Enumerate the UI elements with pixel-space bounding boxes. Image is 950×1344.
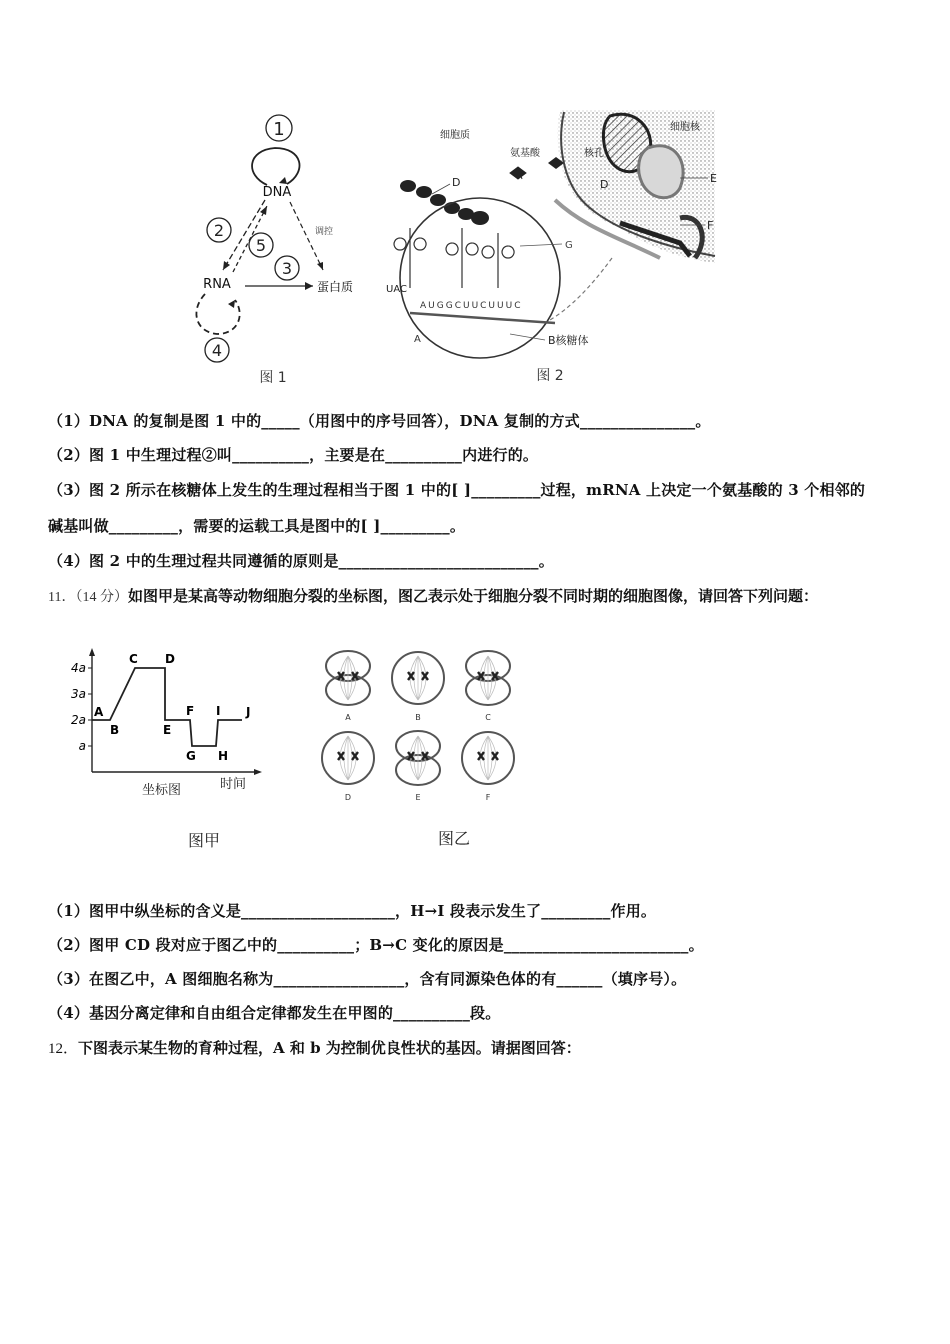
yi-cell (462, 732, 514, 802)
yi-cell-label: A (345, 713, 351, 722)
jia-point-label: C (129, 652, 138, 666)
fig2-label-f: F (707, 219, 714, 232)
jia-point-label: A (94, 705, 104, 719)
q11-line-4: （4）基因分离定律和自由组合定律都发生在甲图的__________段。 (48, 1004, 501, 1022)
q11-line-2: （2）图甲 CD 段对应于图乙中的__________；B→C 变化的原因是________________________。 (48, 936, 704, 954)
fig2-caption: 图 2 (536, 368, 564, 384)
svg-text:4: 4 (211, 341, 223, 360)
q10-line-3: （3）图 2 所示在核糖体上发生的生理过程相当于图 1 中的[ ]_________过程，mRNA 上决定一个氨基酸的 3 个相邻的 (48, 481, 866, 499)
fig2-label-d2: D (600, 178, 609, 191)
jia-point-label: D (165, 652, 175, 666)
jia-point-label: F (186, 704, 195, 718)
fig1-regulate: 调控 (315, 227, 334, 237)
q12-text: 下图表示某生物的育种过程，A 和 b 为控制优良性状的基因。请据图回答： (78, 1039, 581, 1057)
q11-line-3: （3）在图乙中，A 图细胞名称为_________________，含有同源染色体的有______（填序号）。 (48, 970, 687, 988)
yi-cell (322, 732, 374, 802)
yi-cell-label: D (344, 793, 352, 802)
jia-point-label: J (246, 705, 251, 719)
fig2-nucleolus: 核孔 (584, 148, 604, 159)
fig2-amino-acid: 氨基酸 (510, 148, 540, 159)
jia-y-tick-label: a (78, 739, 86, 753)
fig2-cytoplasm: 细胞质 (440, 130, 470, 141)
fig2-uac: UAC (386, 284, 407, 295)
jia-sublabel: 坐标图 (142, 783, 182, 798)
q10-line-5: （4）图 2 中的生理过程共同遵循的原则是__________________________。 (48, 552, 554, 570)
yi-caption: 图乙 (438, 829, 471, 848)
jia-caption: 图甲 (188, 831, 221, 850)
fig2-label-g: G (565, 240, 573, 251)
jia-point-label: G (186, 749, 196, 763)
q10-line-4: 碱基叫做_________，需要的运载工具是图中的[ ]_________。 (48, 517, 466, 535)
chart-jia (70, 640, 270, 860)
fig1-rna: RNA (203, 277, 231, 292)
yi-cell (326, 651, 370, 722)
jia-y-tick-label: 2a (71, 713, 86, 727)
yi-cell-label: E (415, 793, 421, 802)
q11-heading (48, 585, 818, 606)
fig1-dna: DNA (262, 185, 292, 200)
fig2-label-d: D (452, 176, 461, 189)
jia-xlabel: 时间 (220, 777, 247, 792)
q10-line-1: （1）DNA 的复制是图 1 中的_____（用图中的序号回答），DNA 复制的方式_______________。 (48, 412, 711, 430)
q12-number: 12． (48, 1041, 79, 1057)
jia-point-label: B (110, 723, 120, 737)
jia-point-label: I (216, 704, 221, 718)
yi-cell-label: C (485, 713, 491, 722)
yi-cell (392, 652, 444, 722)
fig1-caption: 图 1 (259, 370, 287, 386)
q12-heading (48, 1037, 581, 1058)
svg-text:3: 3 (281, 259, 293, 278)
fig-yi (320, 640, 540, 860)
yi-cell-label: F (485, 793, 491, 802)
svg-text:1: 1 (273, 119, 285, 140)
yi-cell (466, 651, 510, 722)
jia-y-tick-label: 4a (71, 661, 86, 675)
figure2-diagram (380, 108, 720, 388)
figure1-diagram (195, 110, 355, 390)
fig1-protein: 蛋白质 (317, 280, 354, 294)
fig2-label-a: A (414, 334, 421, 345)
fig2-codons: AUGGCUUCUUUC (420, 301, 523, 311)
jia-y-tick-label: 3a (71, 687, 86, 701)
jia-point-label: H (218, 749, 229, 763)
jia-point-label: E (163, 723, 172, 737)
fig2-ribosome: B核糖体 (548, 334, 589, 347)
yi-cell-label: B (415, 713, 421, 722)
svg-text:5: 5 (255, 236, 267, 255)
q11-number: 11．（14 分） (48, 590, 128, 605)
yi-cell (396, 731, 440, 802)
svg-text:E: E (710, 172, 717, 185)
q11-line-1: （1）图甲中纵坐标的含义是____________________，H→I 段表示发生了_________作用。 (48, 902, 657, 920)
q11-text: 如图甲是某高等动物细胞分裂的坐标图，图乙表示处于细胞分裂不同时期的细胞图像，请回答下列问题： (127, 587, 818, 605)
fig2-nucleus: 细胞核 (670, 122, 700, 133)
svg-text:2: 2 (213, 221, 225, 240)
q10-line-2: （2）图 1 中生理过程②叫__________，主要是在__________内进行的。 (48, 446, 539, 464)
